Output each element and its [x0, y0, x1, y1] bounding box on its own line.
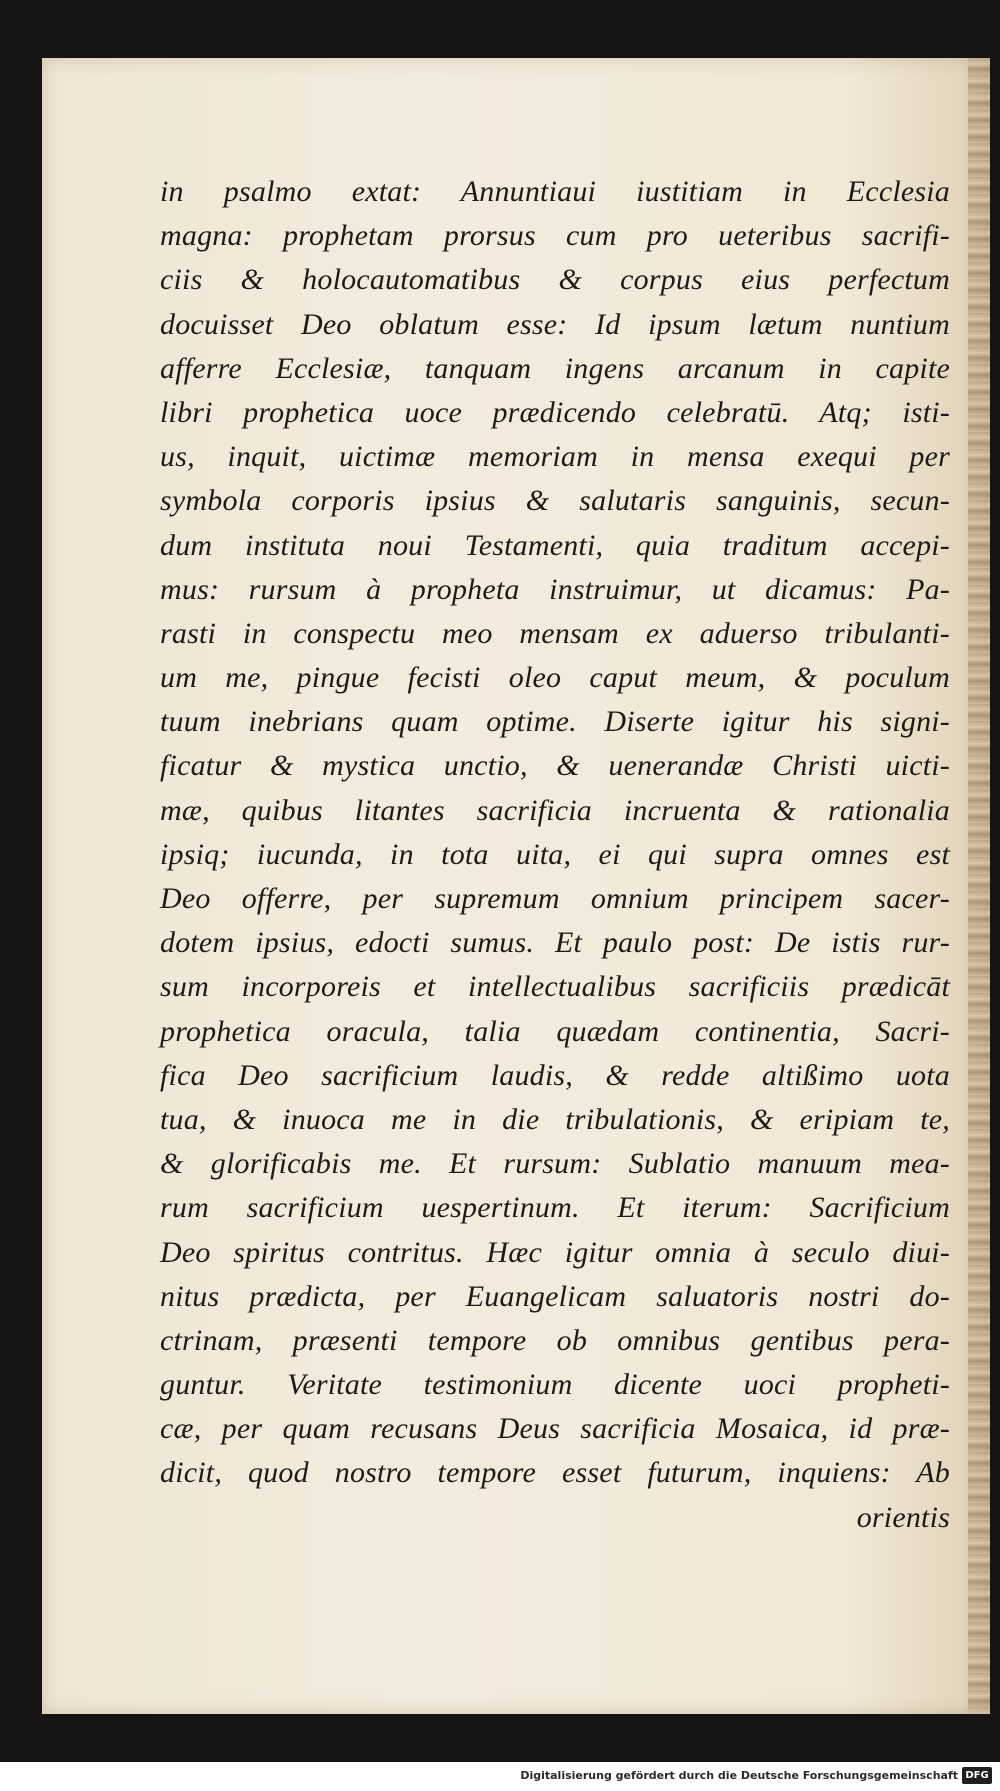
text-line: magna: prophetam prorsus cum pro ueteribus sacrifi- [160, 219, 950, 253]
text-line: afferre Ecclesiæ, tanquam ingens arcanum in capite [160, 351, 950, 385]
text-line: ipsiq; iucunda, in tota uita, ei qui supra omnes est [160, 837, 950, 871]
page-edge [968, 58, 990, 1714]
text-line: guntur. Veritate testimonium dicente uoci propheti- [160, 1368, 950, 1402]
text-line: in psalmo extat: Annuntiaui iustitiam in Ecclesia [160, 175, 950, 208]
text-line: dicit, quod nostro tempore esset futurum, inquiens: Ab [160, 1456, 950, 1490]
text-line: Deo offerre, per supremum omnium principem sacer- [160, 882, 950, 915]
text-line: mæ, quibus litantes sacrificia incruenta & rationalia [160, 793, 950, 827]
text-line: docuisset Deo oblatum esse: Id ipsum lætum nuntium [160, 307, 950, 341]
text-line: ficatur & mystica unctio, & uenerandæ Christi uicti- [160, 749, 950, 783]
text-line: us, inquit, uictimæ memoriam in mensa exequi per [160, 440, 950, 474]
page-text [160, 170, 950, 1540]
text-line: sum incorporeis et intellectualibus sacrificiis prædicāt [160, 970, 950, 1004]
text-line: fica Deo sacrificium laudis, & redde altißimo uota [160, 1058, 950, 1092]
catchword: orientis [856, 1500, 950, 1534]
text-line: rasti in conspectu meo mensam ex aduerso tribulanti- [160, 616, 950, 650]
text-line: ctrinam, præsenti tempore ob omnibus gentibus pera- [160, 1323, 950, 1357]
text-line: libri prophetica uoce prædicendo celebratū. Atq; isti- [160, 395, 950, 429]
digitization-credit: Digitalisierung gefördert durch die Deutsche Forschungsgemeinschaft [520, 1769, 958, 1782]
text-line: cæ, per quam recusans Deus sacrificia Mosaica, id præ- [160, 1412, 950, 1446]
text-line: prophetica oracula, talia quædam continentia, Sacri- [160, 1014, 950, 1048]
footer-bar [0, 1762, 1000, 1791]
text-line: tua, & inuoca me in die tribulationis, & eripiam te, [160, 1102, 950, 1136]
text-line: symbola corporis ipsius & salutaris sanguinis, secun- [160, 484, 950, 518]
text-line: um me, pingue fecisti oleo caput meum, & poculum [160, 661, 950, 695]
text-line: dum instituta noui Testamenti, quia traditum accepi- [160, 528, 950, 562]
text-line: Deo spiritus contritus. Hæc igitur omnia à seculo diui- [160, 1235, 950, 1269]
text-line: nitus prædicta, per Euangelicam saluatoris nostri do- [160, 1279, 950, 1313]
text-line: ciis & holocautomatibus & corpus eius perfectum [160, 263, 950, 297]
text-line: dotem ipsius, edocti sumus. Et paulo post: De istis rur- [160, 926, 950, 960]
text-line: mus: rursum à propheta instruimur, ut dicamus: Pa- [160, 572, 950, 606]
text-line: & glorificabis me. Et rursum: Sublatio manuum mea- [160, 1147, 950, 1181]
text-line: tuum inebrians quam optime. Diserte igitur his signi- [160, 705, 950, 739]
text-line: rum sacrificium uespertinum. Et iterum: Sacrificium [160, 1191, 950, 1225]
dfg-logo-icon: DFG [962, 1767, 992, 1784]
